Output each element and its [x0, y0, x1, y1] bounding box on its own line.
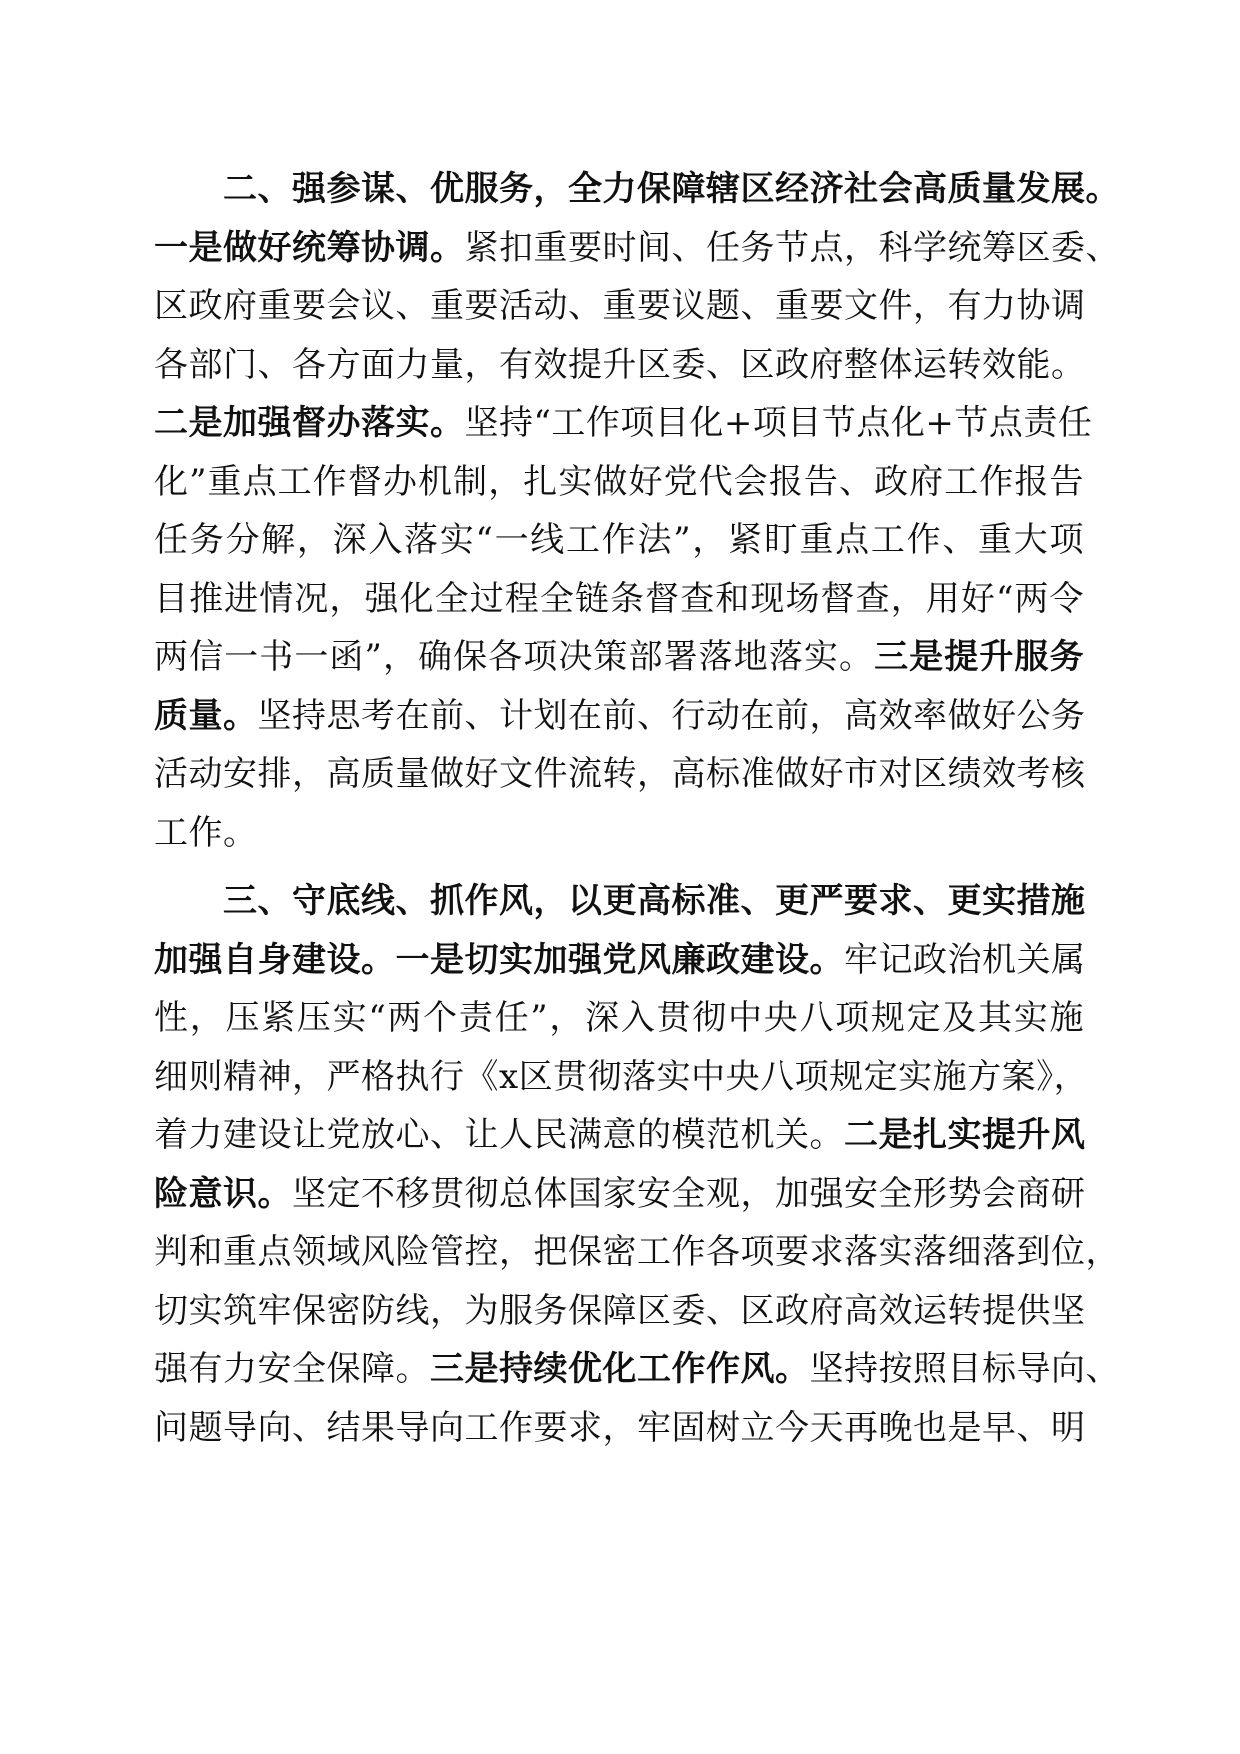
text-line	[154, 394, 1093, 453]
bold-text-segment: 一是做好统筹协调。	[154, 227, 465, 268]
bold-text-segment: 三是持续优化工作作风。	[430, 1349, 810, 1389]
bold-text-segment: 三是提升服务	[874, 637, 1084, 677]
section-three	[154, 872, 1120, 1457]
text-segment: 坚定不移贯彻总体国家安全观，加强安全形势会商研	[292, 1173, 1086, 1214]
text-segment: 坚持“工作项目化+项目节点化+节点责任	[464, 403, 1093, 443]
text-segment: 坚持思考在前、计划在前、行动在前，高效率做好公务	[257, 695, 1086, 736]
text-line	[154, 989, 1084, 1048]
text-segment: 问题导向、结果导向工作要求，牢固树立今天再晚也是早、明	[154, 1407, 1086, 1448]
text-line	[154, 1223, 1120, 1282]
text-line	[154, 745, 1084, 804]
text-segment: 判和重点领域风险管控，把保密工作各项要求落实落细落到位，	[154, 1232, 1120, 1272]
bold-text-segment: 二是加强督办落实。	[154, 403, 465, 443]
text-line	[154, 687, 1084, 746]
bold-text-segment: 二、强参谋、优服务，全力保障辖区经济社会高质量发展。	[154, 169, 1120, 209]
text-segment: 活动安排，高质量做好文件流转，高标准做好市对区绩效考核	[154, 754, 1086, 794]
bold-text-segment: 险意识。	[154, 1173, 292, 1214]
text-line	[154, 453, 1084, 512]
bold-text-segment: 二是扎实提升风	[844, 1115, 1086, 1155]
text-segment: 紧扣重要时间、任务节点，科学统筹区委、	[464, 227, 1120, 268]
text-line	[154, 570, 1084, 629]
text-line	[154, 1165, 1084, 1224]
bold-text-segment: 质量。	[154, 695, 258, 736]
text-segment: 细则精神，严格执行《x区贯彻落实中央八项规定实施方案》，	[154, 1056, 1089, 1097]
text-segment: 各部门、各方面力量，有效提升区委、区政府整体运转效能。	[154, 344, 1086, 385]
text-segment: 区政府重要会议、重要活动、重要议题、重要文件，有力协调	[154, 286, 1086, 326]
text-line	[154, 804, 1084, 863]
text-segment: 坚持按照目标导向、	[809, 1349, 1120, 1389]
text-segment: 两信一书一函”，确保各项决策部署落地落实。	[154, 637, 875, 677]
text-line	[154, 219, 1120, 278]
bold-text-segment: 三、守底线、抓作风，以更高标准、更严要求、更实措施	[154, 881, 1086, 921]
text-segment: 强有力安全保障。	[154, 1349, 430, 1389]
text-line	[154, 336, 1084, 395]
text-line	[154, 872, 1084, 931]
section-two	[154, 160, 1120, 862]
text-line	[154, 628, 1084, 687]
text-segment: 目推进情况，强化全过程全链条督查和现场督查，用好“两令	[154, 578, 1084, 619]
bold-text-segment: 加强自身建设。一是切实加强党风廉政建设。	[154, 939, 844, 980]
text-line	[154, 277, 1084, 336]
text-line	[154, 1106, 1084, 1165]
text-segment: 任务分解，深入落实“一线工作法”，紧盯重点工作、重大项	[154, 520, 1084, 560]
text-segment: 切实筑牢保密防线，为服务保障区委、区政府高效运转提供坚	[154, 1290, 1086, 1331]
text-segment: 性，压紧压实“两个责任”，深入贯彻中央八项规定及其实施	[154, 998, 1084, 1038]
text-segment: 牢记政治机关属	[844, 939, 1086, 980]
text-line	[154, 1340, 1120, 1399]
text-line	[154, 931, 1084, 990]
text-line	[154, 1282, 1084, 1341]
text-line	[154, 1048, 1089, 1107]
document-page	[154, 160, 1120, 1457]
text-segment: 着力建设让党放心、让人民满意的模范机关。	[154, 1115, 844, 1155]
text-line	[154, 160, 1120, 219]
text-segment: 工作。	[154, 812, 258, 853]
text-line	[154, 1399, 1084, 1458]
text-segment: 化”重点工作督办机制，扎实做好党代会报告、政府工作报告	[154, 461, 1084, 502]
paragraph-gap	[154, 862, 1084, 872]
text-line	[154, 511, 1084, 570]
